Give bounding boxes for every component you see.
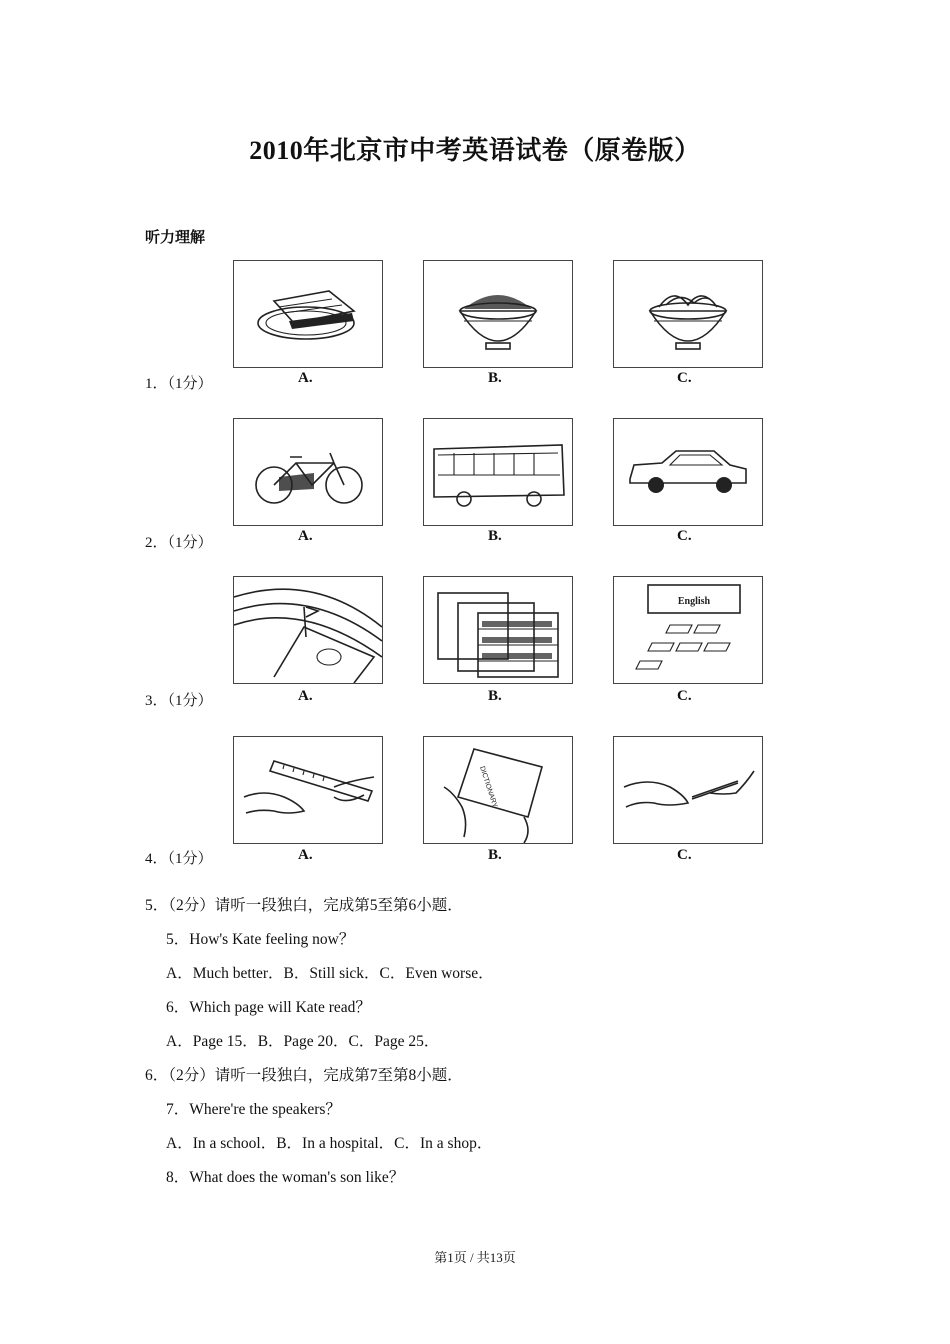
sports-field-icon bbox=[233, 576, 383, 684]
noodle-bowl-icon bbox=[613, 260, 763, 368]
option-c-label: C. bbox=[677, 528, 692, 544]
question-3 bbox=[0, 574, 950, 714]
hands-book-icon bbox=[423, 736, 573, 844]
question-number: 3．（1分） bbox=[145, 693, 213, 709]
sub-question: 6．Which page will Kate read？ bbox=[166, 999, 371, 1016]
option-a-label: A. bbox=[298, 688, 313, 704]
option-b-label: B. bbox=[488, 528, 502, 544]
question-2 bbox=[0, 416, 950, 556]
question-number: 1．（1分） bbox=[145, 376, 213, 392]
book-spine-text: DICTIONARY bbox=[478, 765, 499, 809]
answer-options: A．Page 15．B．Page 20．C．Page 25． bbox=[166, 1033, 440, 1050]
classroom-icon bbox=[613, 576, 763, 684]
sub-question: 5．How's Kate feeling now？ bbox=[166, 931, 355, 948]
classroom-sign-text: English bbox=[677, 596, 711, 607]
question-1 bbox=[0, 258, 950, 398]
option-a-label: A. bbox=[298, 528, 313, 544]
option-c-label: C. bbox=[677, 370, 692, 386]
sandwich-plate-icon bbox=[233, 260, 383, 368]
question-6-instruction: 6．（2分）请听一段独白，完成第7至第8小题． bbox=[145, 1067, 463, 1084]
bus-icon bbox=[423, 418, 573, 526]
page-footer: 第1页 / 共13页 bbox=[434, 1250, 516, 1265]
option-b-label: B. bbox=[488, 847, 502, 863]
car-icon bbox=[613, 418, 763, 526]
question-4 bbox=[0, 734, 950, 874]
option-a-label: A. bbox=[298, 370, 313, 386]
question-number: 4．（1分） bbox=[145, 851, 213, 867]
hand-pen-icon bbox=[613, 736, 763, 844]
option-c-label: C. bbox=[677, 847, 692, 863]
question-5-instruction: 5．（2分）请听一段独白，完成第5至第6小题． bbox=[145, 897, 463, 914]
section-heading: 听力理解 bbox=[145, 230, 206, 246]
answer-options: A．In a school．B．In a hospital．C．In a shop． bbox=[166, 1135, 493, 1152]
option-c-label: C. bbox=[677, 688, 692, 704]
bicycle-icon bbox=[233, 418, 383, 526]
sub-question: 8．What does the woman's son like？ bbox=[166, 1169, 405, 1186]
option-b-label: B. bbox=[488, 370, 502, 386]
answer-options: A．Much better．B．Still sick．C．Even worse． bbox=[166, 965, 494, 982]
question-number: 2．（1分） bbox=[145, 535, 213, 551]
page-title: 2010年北京市中考英语试卷（原卷版） bbox=[249, 136, 701, 165]
option-b-label: B. bbox=[488, 688, 502, 704]
sub-question: 7．Where're the speakers？ bbox=[166, 1101, 341, 1118]
bookshelves-icon bbox=[423, 576, 573, 684]
hand-ruler-icon bbox=[233, 736, 383, 844]
option-a-label: A. bbox=[298, 847, 313, 863]
rice-bowl-icon bbox=[423, 260, 573, 368]
